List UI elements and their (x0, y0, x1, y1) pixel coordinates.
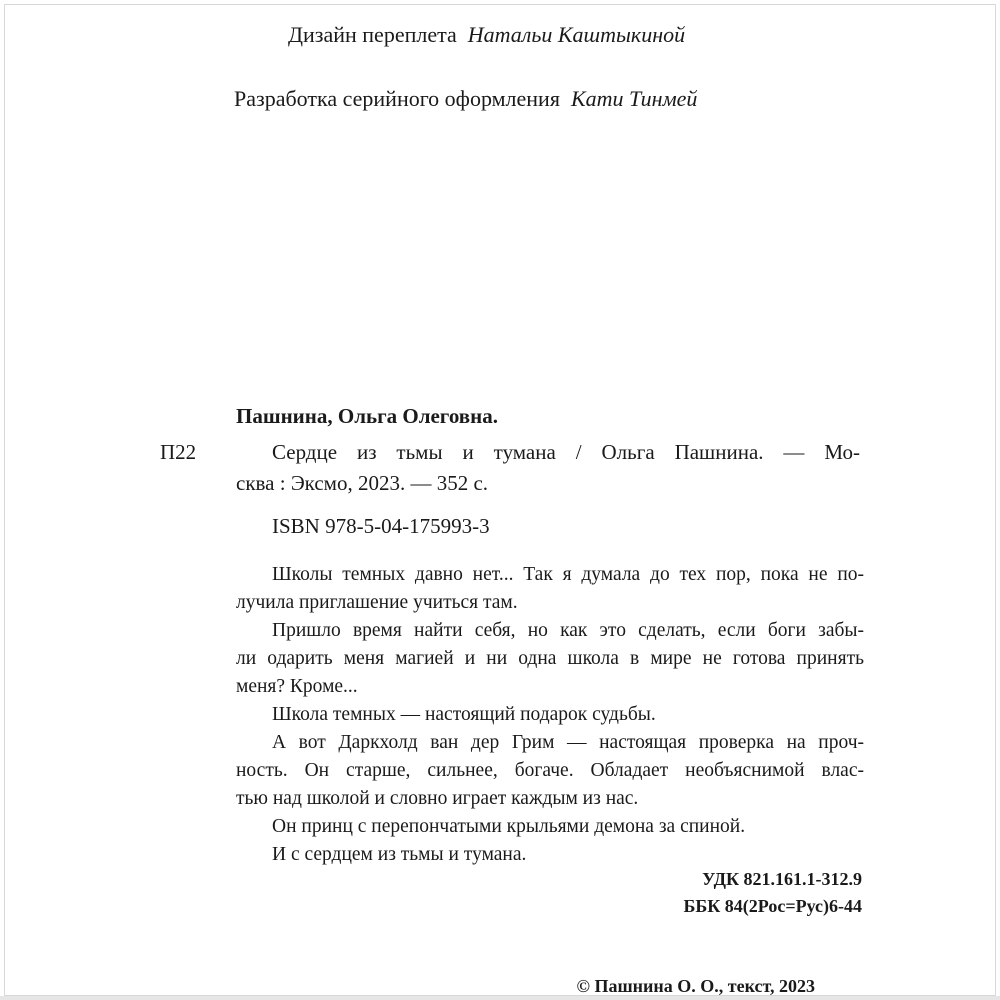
binding-credit-name: Натальи Каштыкиной (467, 22, 686, 47)
bbk-code: ББК 84(2Рос=Рус)6-44 (683, 896, 862, 916)
annotation-line-11: И с сердцем из тьмы и тумана. (272, 844, 527, 865)
series-credit (234, 84, 697, 114)
annotation-line-10: Он принц с перепончатыми крыльями демона за спиной. (272, 816, 746, 837)
annotation-line-8: ность. Он старше, сильнее, богаче. Обладает необъяснимой влас- (236, 760, 864, 781)
series-credit-name: Кати Тинмей (570, 86, 698, 111)
shelf-mark: П22 (160, 440, 197, 464)
series-credit-label: Разработка серийного оформления (234, 86, 560, 111)
page-bottom-edge (0, 996, 1000, 1000)
binding-credit (288, 20, 685, 50)
annotation-line-6: Школа темных — настоящий подарок судьбы. (272, 704, 656, 725)
binding-credit-label: Дизайн переплета (288, 22, 457, 47)
annotation-line-1: Школы темных давно нет... Так я думала до тех пор, пока не по- (272, 564, 864, 585)
annotation-line-7: А вот Даркхолд ван дер Грим — настоящая проверка на проч- (272, 732, 864, 753)
annotation-line-2: лучила приглашение учиться там. (236, 592, 518, 613)
copyright: © Пашнина О. О., текст, 2023 (576, 976, 815, 996)
title-line-2: сква : Эксмо, 2023. — 352 с. (236, 471, 489, 495)
udk-code: УДК 821.161.1-312.9 (702, 869, 862, 889)
title-line-1: Сердце из тьмы и тумана / Ольга Пашнина. — Мо- (272, 440, 860, 464)
annotation-line-4: ли одарить меня магией и ни одна школа в мире не готова принять (236, 648, 864, 669)
annotation-line-9: тью над школой и словно играет каждым из нас. (236, 788, 639, 809)
annotation-line-3: Пришло время найти себя, но как это сделать, если боги забы- (272, 620, 864, 641)
author-heading: Пашнина, Ольга Олеговна. (236, 404, 498, 428)
isbn: ISBN 978-5-04-175993-3 (272, 514, 490, 538)
annotation-line-5: меня? Кроме... (236, 676, 358, 697)
